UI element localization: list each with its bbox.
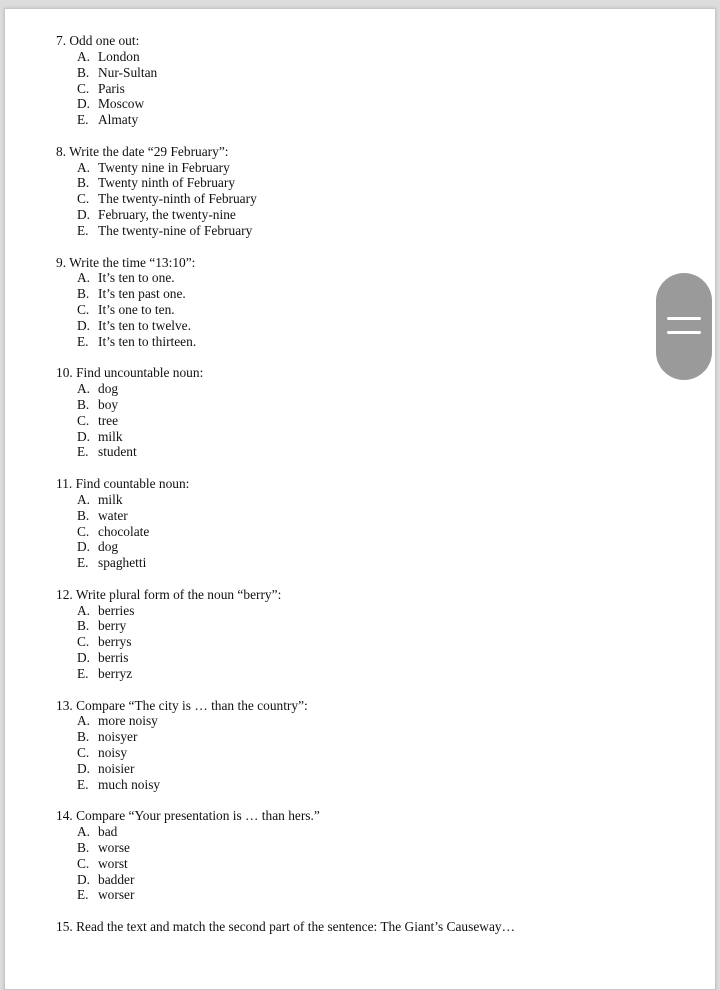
- option-text: worser: [98, 887, 135, 903]
- option-letter: A.: [77, 270, 91, 286]
- option-letter: D.: [77, 650, 91, 666]
- question-block: [56, 587, 676, 682]
- option-text: worse: [98, 839, 130, 855]
- option-text: It’s one to ten.: [98, 302, 175, 318]
- answer-option: [77, 539, 676, 555]
- option-letter: A.: [77, 824, 91, 840]
- answer-option: [77, 223, 676, 239]
- option-letter: B.: [77, 64, 90, 80]
- option-text: London: [98, 48, 140, 64]
- option-letter: E.: [77, 222, 89, 238]
- option-letter: B.: [77, 396, 90, 412]
- option-text: Twenty nine in February: [98, 159, 230, 175]
- option-letter: E.: [77, 444, 89, 460]
- option-letter: C.: [77, 855, 90, 871]
- answer-option: [77, 824, 676, 840]
- option-letter: A.: [77, 602, 91, 618]
- option-letter: E.: [77, 887, 89, 903]
- answer-option: [77, 175, 676, 191]
- option-text: February, the twenty-nine: [98, 207, 236, 223]
- option-letter: B.: [77, 507, 90, 523]
- question-title: 14. Compare “Your presentation is … than hers.”: [56, 808, 320, 824]
- option-text: badder: [98, 871, 135, 887]
- option-text: It’s ten to one.: [98, 270, 175, 286]
- question-title: 7. Odd one out:: [56, 33, 140, 48]
- option-text: spaghetti: [98, 555, 147, 571]
- option-letter: B.: [77, 175, 90, 191]
- option-text: student: [98, 444, 137, 460]
- question-title: 13. Compare “The city is … than the country”:: [56, 697, 308, 713]
- option-text: berryz: [98, 665, 133, 681]
- option-text: chocolate: [98, 523, 150, 539]
- option-text: The twenty-nine of February: [98, 222, 253, 238]
- answer-option: [77, 49, 676, 65]
- answer-option: [77, 729, 676, 745]
- answer-option: [77, 856, 676, 872]
- option-letter: C.: [77, 634, 90, 650]
- option-letter: C.: [77, 191, 90, 207]
- answer-option: [77, 413, 676, 429]
- answer-option: [77, 650, 676, 666]
- option-text: milk: [98, 491, 123, 507]
- option-text: noisier: [98, 760, 135, 776]
- answer-option: [77, 286, 676, 302]
- option-text: water: [98, 507, 128, 523]
- answer-option: [77, 618, 676, 634]
- answer-option: [77, 634, 676, 650]
- option-letter: C.: [77, 302, 90, 318]
- option-letter: C.: [77, 80, 90, 96]
- option-text: berris: [98, 650, 129, 666]
- option-letter: D.: [77, 539, 91, 555]
- answer-option: [77, 524, 676, 540]
- option-letter: D.: [77, 96, 91, 112]
- option-text: It’s ten to thirteen.: [98, 333, 197, 349]
- option-letter: B.: [77, 618, 90, 634]
- option-letter: C.: [77, 523, 90, 539]
- answer-option: [77, 270, 676, 286]
- answer-options: [56, 603, 676, 682]
- question-title: 8. Write the date “29 February”:: [56, 143, 229, 159]
- answer-options: [56, 492, 676, 571]
- option-letter: A.: [77, 491, 91, 507]
- answer-option: [77, 96, 676, 112]
- option-text: Moscow: [98, 96, 145, 112]
- option-letter: B.: [77, 839, 90, 855]
- answer-option: [77, 492, 676, 508]
- answer-options: [56, 713, 676, 792]
- option-letter: C.: [77, 412, 90, 428]
- option-letter: D.: [77, 760, 91, 776]
- option-text: tree: [98, 412, 119, 428]
- answer-option: [77, 318, 676, 334]
- option-text: noisyer: [98, 729, 138, 745]
- option-text: Twenty ninth of February: [98, 175, 236, 191]
- question-block: [56, 255, 676, 350]
- option-letter: D.: [77, 871, 91, 887]
- document-page: [4, 8, 716, 990]
- option-letter: E.: [77, 665, 89, 681]
- question-block: [56, 144, 676, 239]
- answer-option: [77, 840, 676, 856]
- answer-options: [56, 824, 676, 903]
- option-letter: E.: [77, 112, 89, 128]
- answer-option: [77, 81, 676, 97]
- option-text: Paris: [98, 80, 125, 96]
- answer-options: [56, 160, 676, 239]
- option-text: berries: [98, 602, 135, 618]
- question-title: 15. Read the text and match the second part of the sentence: The Giant’s Causeway…: [56, 919, 515, 934]
- option-letter: A.: [77, 48, 91, 64]
- option-text: Almaty: [98, 112, 139, 128]
- option-letter: E.: [77, 333, 89, 349]
- option-text: more noisy: [98, 713, 158, 729]
- answer-options: [56, 49, 676, 128]
- option-text: It’s ten past one.: [98, 286, 186, 302]
- option-text: noisy: [98, 745, 128, 761]
- option-letter: E.: [77, 555, 89, 571]
- option-text: worst: [98, 855, 128, 871]
- question-title: 10. Find uncountable noun:: [56, 365, 204, 381]
- option-letter: C.: [77, 745, 90, 761]
- option-text: dog: [98, 539, 119, 555]
- question-title: 12. Write plural form of the noun “berry”:: [56, 586, 282, 602]
- option-letter: D.: [77, 207, 91, 223]
- answer-options: [56, 381, 676, 460]
- answer-option: [77, 745, 676, 761]
- option-letter: E.: [77, 776, 89, 792]
- option-text: Nur-Sultan: [98, 64, 158, 80]
- answer-option: [77, 65, 676, 81]
- question-block: [56, 33, 676, 128]
- option-text: berrys: [98, 634, 132, 650]
- answer-option: [77, 872, 676, 888]
- answer-option: [77, 429, 676, 445]
- option-text: milk: [98, 428, 123, 444]
- answer-option: [77, 160, 676, 176]
- option-text: much noisy: [98, 776, 161, 792]
- answer-option: [77, 761, 676, 777]
- option-letter: A.: [77, 713, 91, 729]
- answer-option: [77, 112, 676, 128]
- answer-options: [56, 270, 676, 349]
- question-block: [56, 698, 676, 793]
- option-letter: B.: [77, 286, 90, 302]
- option-letter: D.: [77, 428, 91, 444]
- drag-handle-icon: [667, 317, 701, 320]
- answer-option: [77, 381, 676, 397]
- option-letter: D.: [77, 317, 91, 333]
- answer-option: [77, 713, 676, 729]
- answer-option: [77, 887, 676, 903]
- option-text: It’s ten to twelve.: [98, 317, 191, 333]
- answer-option: [77, 444, 676, 460]
- answer-option: [77, 397, 676, 413]
- answer-option: [77, 666, 676, 682]
- quiz-content: [56, 33, 676, 935]
- question-title: 11. Find countable noun:: [56, 476, 190, 491]
- option-text: bad: [98, 824, 118, 840]
- answer-option: [77, 191, 676, 207]
- option-letter: A.: [77, 381, 91, 397]
- question-title: 9. Write the time “13:10”:: [56, 254, 196, 270]
- question-block: [56, 365, 676, 460]
- answer-option: [77, 603, 676, 619]
- option-text: boy: [98, 396, 119, 412]
- question-block: [56, 808, 676, 903]
- option-text: dog: [98, 381, 119, 397]
- option-letter: A.: [77, 159, 91, 175]
- scroll-handle[interactable]: [656, 273, 712, 380]
- answer-option: [77, 334, 676, 350]
- option-letter: B.: [77, 729, 90, 745]
- question-block: [56, 476, 676, 571]
- answer-option: [77, 207, 676, 223]
- answer-option: [77, 508, 676, 524]
- option-text: The twenty-ninth of February: [98, 191, 257, 207]
- option-text: berry: [98, 618, 127, 634]
- answer-option: [77, 777, 676, 793]
- drag-handle-icon: [667, 331, 701, 334]
- answer-option: [77, 555, 676, 571]
- answer-option: [77, 302, 676, 318]
